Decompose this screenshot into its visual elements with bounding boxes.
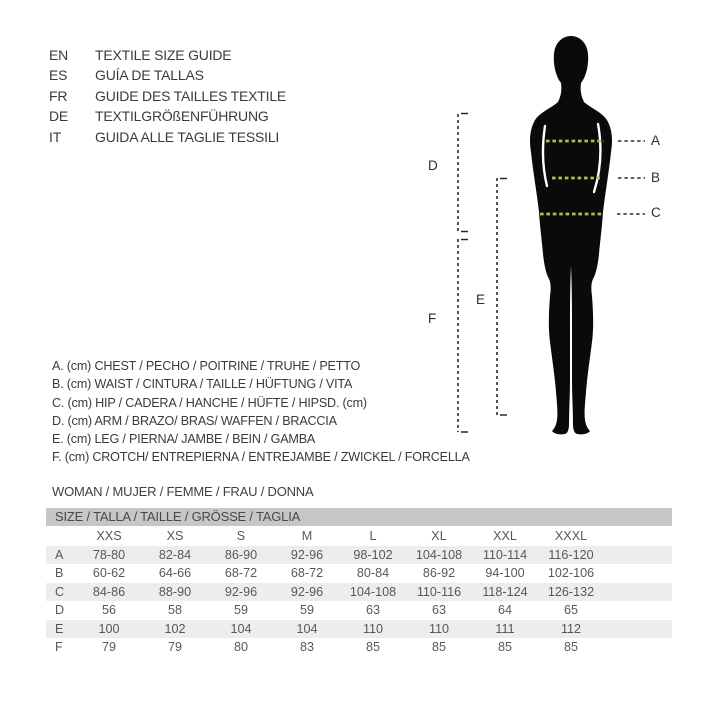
measure-value-cell: 110 xyxy=(362,621,384,636)
measure-value-cell: 104 xyxy=(230,621,252,636)
language-row-fr xyxy=(49,86,286,106)
size-table-body xyxy=(46,546,672,656)
measure-value-cell: 63 xyxy=(431,603,446,618)
language-code: IT xyxy=(49,128,62,145)
size-column-header: XL xyxy=(431,529,447,543)
row-measure-label: B xyxy=(55,566,64,581)
row-measure-label: F xyxy=(55,639,63,654)
measure-value-cell: 64-66 xyxy=(158,566,192,581)
row-measure-label: C xyxy=(55,584,65,599)
size-row-label-spacer xyxy=(46,526,76,546)
measure-value-cell: 100 xyxy=(98,621,120,636)
language-row-en xyxy=(49,45,286,65)
size-column-header: XS xyxy=(166,529,184,543)
legend-line-f: F. (cm) CROTCH/ ENTREPIERNA / ENTREJAMBE / ZWICKEL / FORCELLA xyxy=(52,450,470,465)
measure-value-cell: 79 xyxy=(167,639,182,654)
measure-value-cell: 92-96 xyxy=(290,584,324,599)
measure-value-cell: 85 xyxy=(563,639,578,654)
language-title: TEXTILE SIZE GUIDE xyxy=(95,47,232,63)
measure-value-cell: 58 xyxy=(167,603,182,618)
language-row-it xyxy=(49,127,286,147)
measure-value-cell: 86-90 xyxy=(224,548,258,562)
measure-value-cell: 59 xyxy=(299,603,314,618)
measure-value-cell: 78-80 xyxy=(92,548,126,562)
measure-value-cell: 60-62 xyxy=(92,566,126,581)
measure-value-cell: 68-72 xyxy=(224,566,258,581)
language-title: TEXTILGRÖßENFÜHRUNG xyxy=(95,108,269,125)
measure-value-cell: 126-132 xyxy=(547,584,595,599)
measure-value-cell: 116-120 xyxy=(548,548,594,562)
measure-label-b: B xyxy=(651,170,661,185)
measure-value-cell: 59 xyxy=(233,603,248,618)
measure-value-cell: 98-102 xyxy=(353,548,393,562)
size-column-header: XXS xyxy=(96,529,122,543)
language-title: GUÍA DE TALLAS xyxy=(95,67,204,84)
measure-value-cell: 92-96 xyxy=(224,584,258,599)
measure-value-cell: 85 xyxy=(497,639,512,654)
legend-line-a: A. (cm) CHEST / PECHO / POITRINE / TRUHE / PETTO xyxy=(52,359,361,373)
measure-value-cell: 79 xyxy=(101,639,116,654)
size-column-header: XXL xyxy=(493,529,517,543)
measure-value-cell: 111 xyxy=(495,621,515,636)
row-filler xyxy=(604,601,672,619)
measure-value-cell: 104 xyxy=(296,621,318,636)
size-column-header: S xyxy=(236,529,246,543)
language-title: GUIDA ALLE TAGLIE TESSILI xyxy=(95,128,280,145)
measure-value-cell: 63 xyxy=(365,603,380,618)
language-code: EN xyxy=(49,47,69,63)
legend-line-e: E. (cm) LEG / PIERNA/ JAMBE / BEIN / GAMBA xyxy=(52,432,316,447)
table-row-a xyxy=(46,546,672,564)
measure-value-cell: 92-96 xyxy=(290,548,324,562)
language-row-es xyxy=(49,65,286,85)
measure-value-cell: 68-72 xyxy=(290,566,324,581)
measure-value-cell: 104-108 xyxy=(349,584,397,599)
row-filler xyxy=(604,564,672,582)
measure-value-cell: 110-114 xyxy=(482,548,528,562)
row-measure-label: E xyxy=(55,621,64,636)
language-code: DE xyxy=(49,108,69,125)
language-code: FR xyxy=(49,87,68,104)
measure-value-cell: 102-106 xyxy=(547,566,595,581)
measure-label-f: F xyxy=(428,311,437,326)
row-filler xyxy=(604,638,672,656)
woman-silhouette xyxy=(530,36,612,434)
measure-value-cell: 83 xyxy=(299,639,314,654)
row-filler xyxy=(604,546,672,564)
language-title-list xyxy=(49,45,286,147)
measure-value-cell: 86-92 xyxy=(422,566,456,581)
measure-value-cell: 102 xyxy=(164,621,186,636)
table-row-f xyxy=(46,638,672,656)
measure-value-cell: 110-116 xyxy=(416,584,462,599)
measure-value-cell: 85 xyxy=(431,639,446,654)
legend-line-b: B. (cm) WAIST / CINTURA / TAILLE / HÜFTUNG / VITA xyxy=(52,377,353,392)
measure-value-cell: 65 xyxy=(563,603,578,618)
measure-value-cell: 84-86 xyxy=(92,584,126,599)
table-group-title: WOMAN / MUJER / FEMME / FRAU / DONNA xyxy=(52,484,314,499)
measure-value-cell: 118-124 xyxy=(482,584,528,599)
measure-value-cell: 56 xyxy=(101,603,116,618)
size-column-header: XXXL xyxy=(554,529,588,543)
woman-silhouette-figure xyxy=(524,34,624,438)
row-filler xyxy=(604,583,672,601)
legend-line-d: D. (cm) ARM / BRAZO/ BRAS/ WAFFEN / BRACCIA xyxy=(52,413,337,428)
measure-label-c: C xyxy=(651,205,661,220)
language-row-de xyxy=(49,106,286,126)
measure-label-a: A xyxy=(651,133,661,148)
size-column-header: L xyxy=(369,529,377,543)
legend-line-c: C. (cm) HIP / CADERA / HANCHE / HÜFTE / HIPSD. (cm) xyxy=(52,395,367,410)
measure-label-d: D xyxy=(428,158,438,173)
row-measure-label: D xyxy=(55,603,65,618)
row-measure-label: A xyxy=(55,548,64,562)
size-table-sizes-row xyxy=(46,526,672,546)
measure-value-cell: 64 xyxy=(497,603,512,618)
measure-value-cell: 104-108 xyxy=(415,548,463,562)
table-row-e xyxy=(46,620,672,638)
size-column-header: M xyxy=(301,529,313,543)
measure-value-cell: 80-84 xyxy=(356,566,390,581)
measure-value-cell: 110 xyxy=(428,621,450,636)
row-filler xyxy=(604,526,672,546)
measure-value-cell: 85 xyxy=(365,639,380,654)
measure-value-cell: 80 xyxy=(233,639,248,654)
measurement-legend xyxy=(52,357,470,467)
measure-value-cell: 82-84 xyxy=(158,548,192,562)
size-table xyxy=(46,508,672,656)
measure-value-cell: 88-90 xyxy=(158,584,192,599)
measure-value-cell: 112 xyxy=(560,621,582,636)
size-table-header: SIZE / TALLA / TAILLE / GRÖSSE / TAGLIA xyxy=(46,508,672,526)
language-code: ES xyxy=(49,67,68,84)
measure-value-cell: 94-100 xyxy=(485,566,525,581)
row-filler xyxy=(604,620,672,638)
table-row-b xyxy=(46,564,672,582)
language-title: GUIDE DES TAILLES TEXTILE xyxy=(95,87,287,104)
table-row-c xyxy=(46,583,672,601)
measure-label-e: E xyxy=(476,292,486,307)
table-row-d xyxy=(46,601,672,619)
